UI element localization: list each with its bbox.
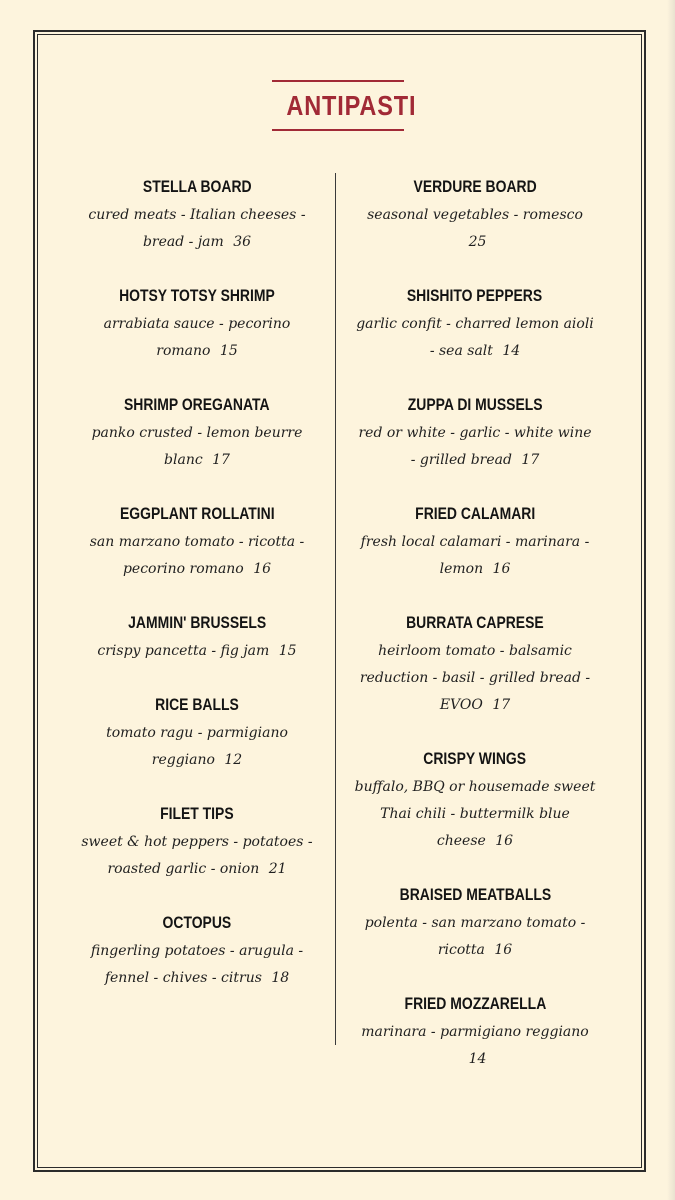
menu-item-name: SHRIMP OREGANATA: [124, 395, 270, 414]
menu-item-price: 14: [468, 1051, 487, 1067]
menu-item-description-text: seasonal vegetables - romesco: [367, 207, 583, 223]
menu-item-name-row: [340, 611, 610, 638]
menu-item-description: [62, 420, 332, 474]
menu-item-description-text: crispy pancetta - fig jam: [97, 643, 270, 659]
menu-item-price: 12: [224, 752, 243, 768]
menu-title: ANTIPASTI: [285, 90, 416, 121]
menu-item-description: [340, 420, 610, 474]
menu-item-name: FRIED MOZZARELLA: [404, 994, 546, 1013]
menu-item-price: 21: [268, 861, 287, 877]
menu-item-description-text: san marzano tomato - ricotta - pecorino romano: [89, 534, 305, 577]
menu-item: [62, 284, 332, 365]
menu-item-price: 15: [219, 343, 238, 359]
menu-item-name-row: [62, 911, 332, 938]
menu-item: [340, 284, 610, 365]
menu-item-description-text: fingerling potatoes - arugula - fennel - chives - citrus: [90, 943, 304, 986]
menu-item-description-text: arrabiata sauce - pecorino romano: [103, 316, 291, 359]
menu-item-price: 17: [492, 697, 511, 713]
menu-item-name: CRISPY WINGS: [423, 749, 527, 768]
menu-item-price: 17: [521, 452, 540, 468]
menu-item: [62, 611, 332, 665]
menu-item: [340, 175, 610, 256]
menu-item-description: [62, 938, 332, 992]
menu-item-name-row: [340, 393, 610, 420]
menu-item-name-row: [340, 284, 610, 311]
menu-item-price: 16: [253, 561, 272, 577]
menu-item-name-row: [340, 747, 610, 774]
menu-item-name: RICE BALLS: [155, 695, 239, 714]
menu-item-description: [340, 311, 610, 365]
menu-item-description-text: garlic confit - charred lemon aioli - sea salt: [356, 316, 594, 359]
menu-item-price: 16: [494, 942, 513, 958]
menu-item-description-text: sweet & hot peppers - potatoes - roasted garlic - onion: [81, 834, 313, 877]
column-divider: [335, 173, 336, 1045]
menu-item-description: [62, 202, 332, 256]
menu-item-price: 18: [271, 970, 290, 986]
menu-item-name: VERDURE BOARD: [413, 177, 537, 196]
menu-item-name: OCTOPUS: [162, 913, 232, 932]
menu-item-name: EGGPLANT ROLLATINI: [119, 504, 275, 523]
menu-item-name-row: [62, 611, 332, 638]
menu-item-description-text: red or white - garlic - white wine - grilled bread: [358, 425, 592, 468]
menu-item-name: STELLA BOARD: [142, 177, 252, 196]
menu-item-name-row: [340, 175, 610, 202]
menu-item-name-row: [340, 992, 610, 1019]
menu-item: [340, 992, 610, 1073]
menu-item-name-row: [340, 883, 610, 910]
menu-item-price: 25: [468, 234, 487, 250]
menu-item-description-text: fresh local calamari - marinara - lemon: [360, 534, 590, 577]
menu-item-name-row: [62, 693, 332, 720]
menu-item-description: [340, 638, 610, 719]
menu-item: [62, 911, 332, 992]
menu-item-description-text: polenta - san marzano tomato - ricotta: [364, 915, 586, 958]
menu-item-name: HOTSY TOTSY SHRIMP: [119, 286, 275, 305]
menu-item-description-text: buffalo, BBQ or housemade sweet Thai chili - buttermilk blue cheese: [354, 779, 596, 849]
menu-item-price: 15: [278, 643, 297, 659]
menu-item-description: [62, 638, 332, 665]
menu-item-description: [340, 1019, 610, 1073]
menu-item: [62, 175, 332, 256]
menu-item-name-row: [62, 284, 332, 311]
menu-item-name: JAMMIN' BRUSSELS: [127, 613, 267, 632]
menu-item-description: [62, 529, 332, 583]
menu-item-name-row: [340, 502, 610, 529]
menu-item: [340, 747, 610, 855]
menu-item-name: BURRATA CAPRESE: [406, 613, 544, 632]
menu-item-description-text: marinara - parmigiano reggiano: [361, 1024, 589, 1040]
page-edge-shadow: [667, 0, 675, 1200]
title-box: [272, 80, 416, 131]
menu-item: [340, 502, 610, 583]
menu-item-name: ZUPPA DI MUSSELS: [407, 395, 543, 414]
menu-item: [340, 883, 610, 964]
menu-item-name-row: [62, 175, 332, 202]
menu-item: [340, 393, 610, 474]
menu-item: [340, 611, 610, 719]
menu-item-price: 16: [495, 833, 514, 849]
menu-item-description-text: heirloom tomato - balsamic reduction - basil - grilled bread - EVOO: [359, 643, 591, 713]
menu-item-description: [340, 774, 610, 855]
menu-item: [62, 502, 332, 583]
menu-item-price: 36: [233, 234, 252, 250]
menu-item: [62, 693, 332, 774]
menu-item-description: [62, 829, 332, 883]
title-wrap: [0, 80, 675, 131]
menu-item: [62, 802, 332, 883]
right-column: [340, 175, 610, 1101]
menu-item-description: [62, 720, 332, 774]
menu-item-name-row: [62, 393, 332, 420]
menu-item: [62, 393, 332, 474]
menu-item-name: BRAISED MEATBALLS: [399, 885, 551, 904]
menu-item-name-row: [62, 802, 332, 829]
menu-item-price: 17: [212, 452, 230, 468]
menu-item-description-text: panko crusted - lemon beurre blanc: [91, 425, 303, 468]
menu-item-description: [340, 202, 610, 256]
menu-item-description: [340, 910, 610, 964]
menu-item-description-text: cured meats - Italian cheeses - bread - jam: [88, 207, 306, 250]
left-column: [62, 175, 332, 1020]
menu-item-description: [340, 529, 610, 583]
menu-item-name: SHISHITO PEPPERS: [407, 286, 543, 305]
menu-item-description: [62, 311, 332, 365]
menu-item-description-text: tomato ragu - parmigiano reggiano: [106, 725, 288, 768]
menu-item-name: FRIED CALAMARI: [414, 504, 536, 523]
menu-item-name: FILET TIPS: [160, 804, 234, 823]
menu-item-name-row: [62, 502, 332, 529]
menu-item-price: 16: [492, 561, 511, 577]
menu-item-price: 14: [502, 343, 521, 359]
